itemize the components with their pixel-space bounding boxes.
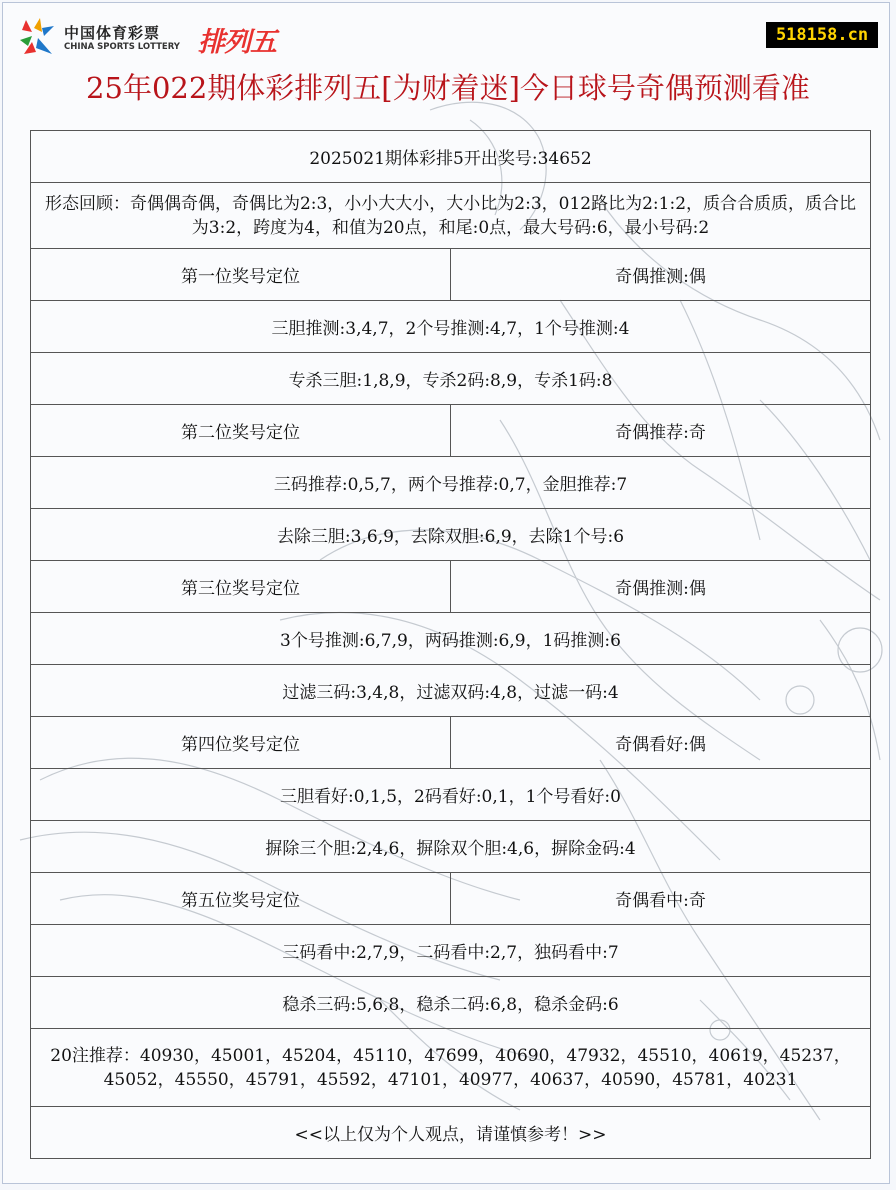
table-row	[31, 353, 871, 405]
table-row	[31, 1029, 871, 1107]
table-row	[31, 183, 871, 249]
position-5-recommend: 三码看中:2,7,9，二码看中:2,7，独码看中:7	[31, 925, 871, 977]
logo-chinese-text: 中国体育彩票	[64, 24, 161, 42]
table-row	[31, 977, 871, 1029]
table-row	[31, 249, 871, 301]
site-badge[interactable]: 518158.cn	[766, 22, 878, 48]
picks-cell: 20注推荐：40930，45001，45204，45110，47699，40690，47932，45510，40619，45237，45052，45550，45791，45592，47101，40977，40637，40590，45781，40231	[31, 1029, 871, 1107]
position-3-title: 第三位奖号定位	[31, 561, 451, 613]
disclaimer-cell: <<以上仅为个人观点，请谨慎参考！>>	[31, 1107, 871, 1159]
position-3-parity: 奇偶推测:偶	[451, 561, 871, 613]
review-cell: 形态回顾：奇偶偶奇偶，奇偶比为2:3，小小大大小，大小比为2:3，012路比为2:1:2，质合合质质，质合比为3:2，跨度为4，和值为20点，和尾:0点，最大号码:6，最小号码:2	[31, 183, 871, 249]
table-row	[31, 769, 871, 821]
position-5-title: 第五位奖号定位	[31, 873, 451, 925]
logo-english-text: CHINA SPORTS LOTTERY	[64, 42, 180, 52]
position-1-exclude: 专杀三胆:1,8,9，专杀2码:8,9，专杀1码:8	[31, 353, 871, 405]
table-row	[31, 301, 871, 353]
table-row	[31, 405, 871, 457]
draw-result-cell: 2025021期体彩排5开出奖号:34652	[31, 131, 871, 183]
position-1-title: 第一位奖号定位	[31, 249, 451, 301]
position-4-title: 第四位奖号定位	[31, 717, 451, 769]
prediction-table	[30, 130, 871, 1159]
position-4-recommend: 三胆看好:0,1,5，2码看好:0,1，1个号看好:0	[31, 769, 871, 821]
lottery-star-icon	[18, 18, 58, 56]
logo-game-name: 排列五	[198, 27, 276, 58]
position-3-exclude: 过滤三码:3,4,8，过滤双码:4,8，过滤一码:4	[31, 665, 871, 717]
position-5-parity: 奇偶看中:奇	[451, 873, 871, 925]
position-5-exclude: 稳杀三码:5,6,8，稳杀二码:6,8，稳杀金码:6	[31, 977, 871, 1029]
table-row	[31, 873, 871, 925]
position-1-recommend: 三胆推测:3,4,7，2个号推测:4,7，1个号推测:4	[31, 301, 871, 353]
table-row	[31, 925, 871, 977]
table-row	[31, 821, 871, 873]
table-row	[31, 665, 871, 717]
position-4-exclude: 摒除三个胆:2,4,6，摒除双个胆:4,6，摒除金码:4	[31, 821, 871, 873]
position-3-recommend: 3个号推测:6,7,9，两码推测:6,9，1码推测:6	[31, 613, 871, 665]
table-row	[31, 131, 871, 183]
position-4-parity: 奇偶看好:偶	[451, 717, 871, 769]
position-2-title: 第二位奖号定位	[31, 405, 451, 457]
table-row	[31, 561, 871, 613]
position-1-parity: 奇偶推测:偶	[451, 249, 871, 301]
position-2-parity: 奇偶推荐:奇	[451, 405, 871, 457]
table-row	[31, 613, 871, 665]
page-title: 25年022期体彩排列五[为财着迷]今日球号奇偶预测看准	[86, 71, 810, 105]
position-2-exclude: 去除三胆:3,6,9，去除双胆:6,9，去除1个号:6	[31, 509, 871, 561]
table-row	[31, 509, 871, 561]
china-sports-lottery-logo	[18, 16, 288, 58]
header	[0, 0, 896, 62]
table-row	[31, 717, 871, 769]
table-row	[31, 457, 871, 509]
position-2-recommend: 三码推荐:0,5,7，两个号推荐:0,7，金胆推荐:7	[31, 457, 871, 509]
table-row	[31, 1107, 871, 1159]
